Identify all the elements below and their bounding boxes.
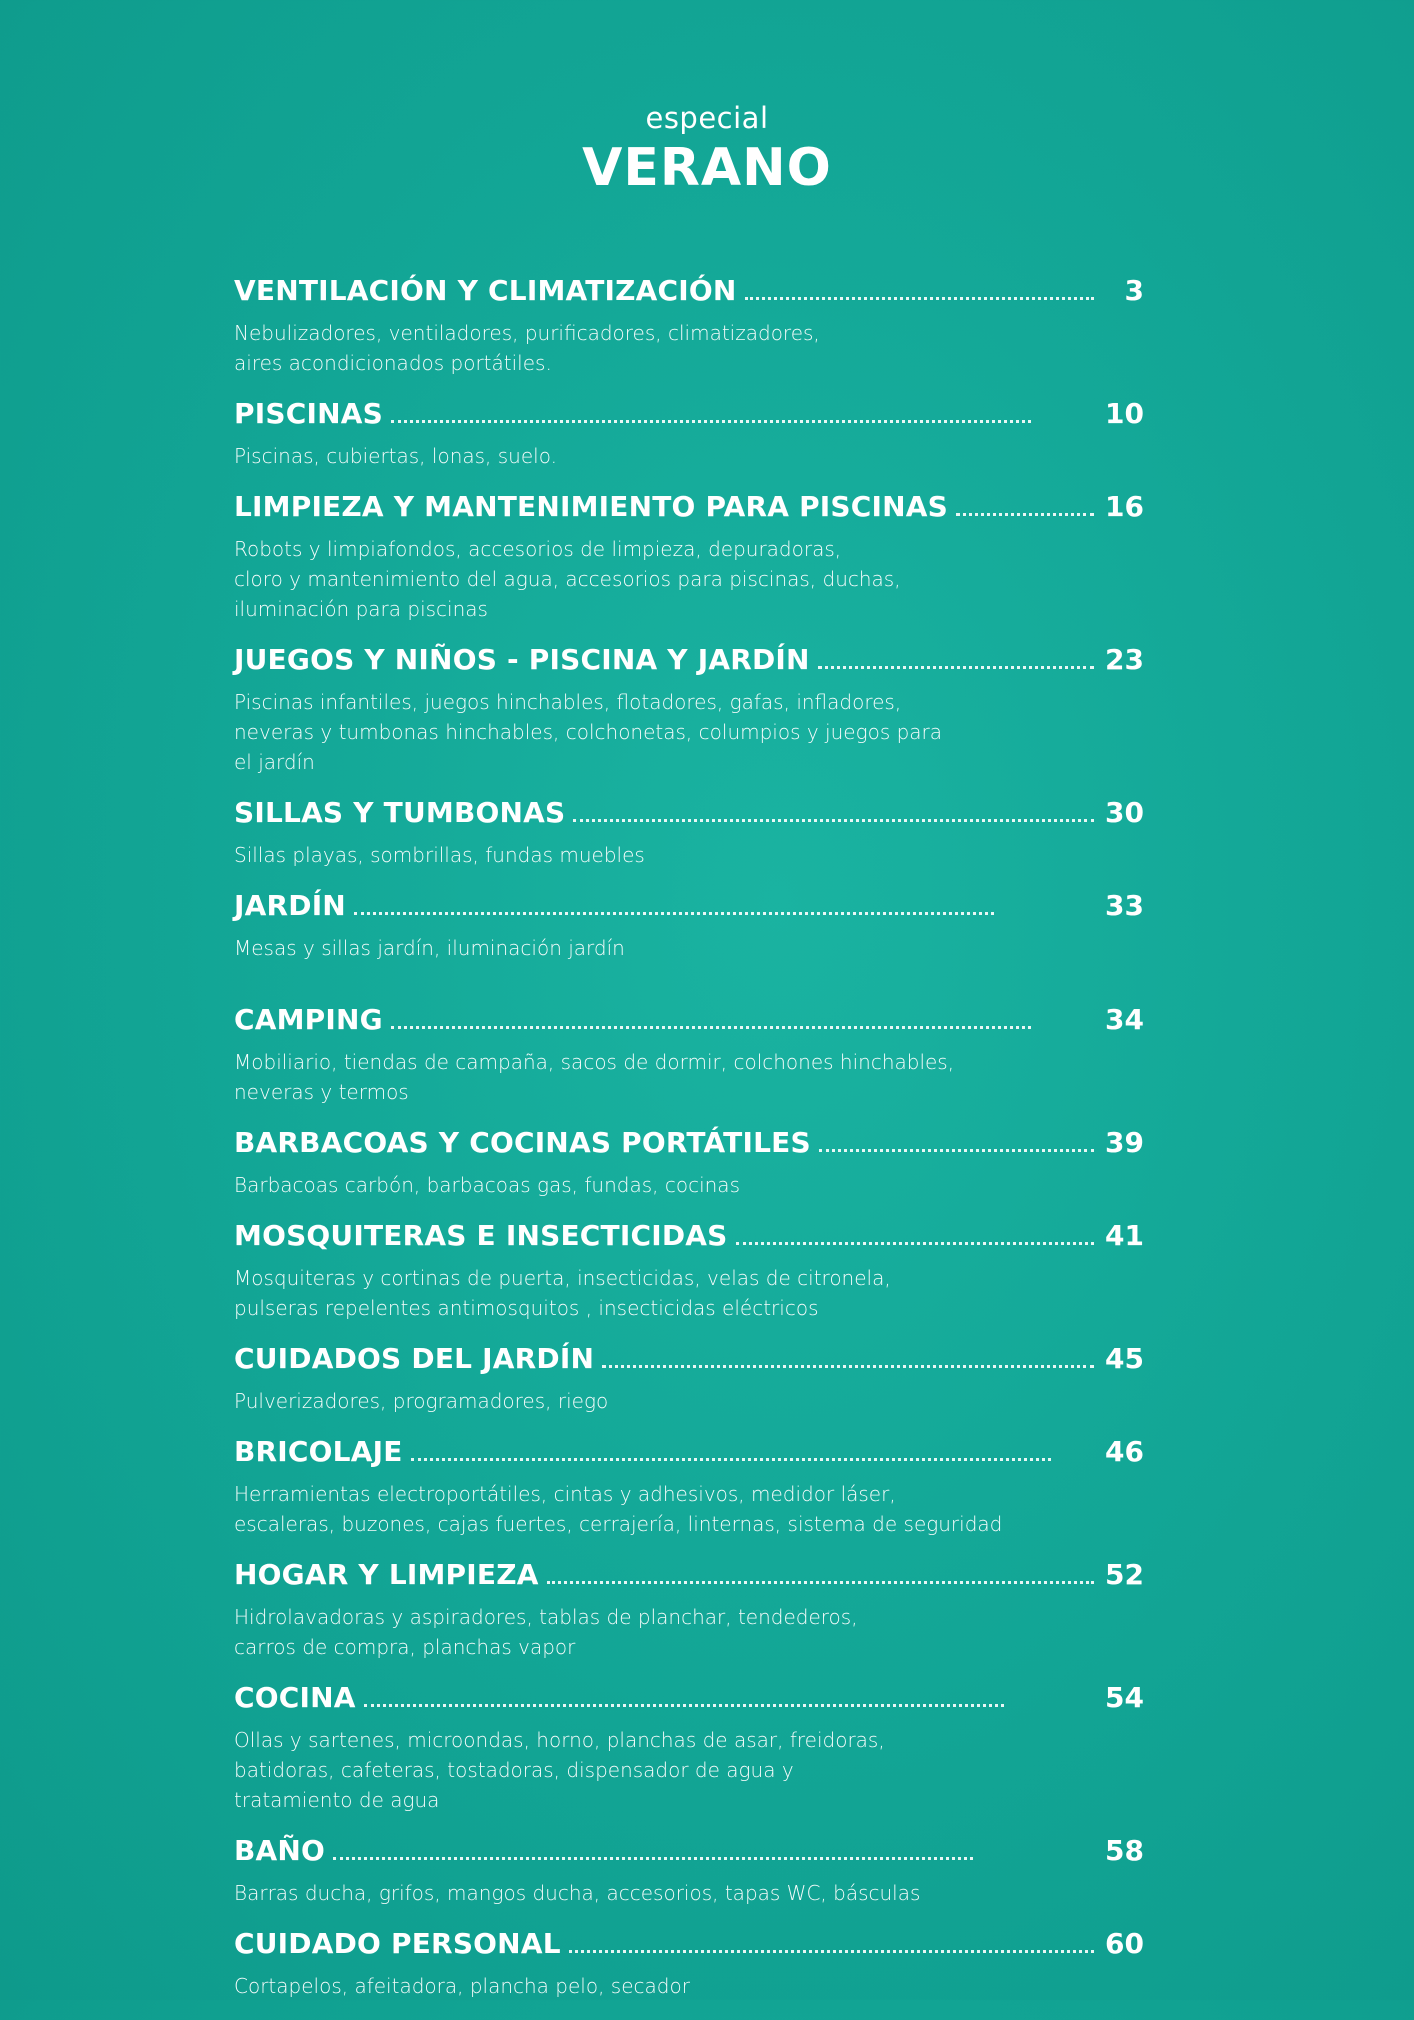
toc-entry-page-number: 39 (1105, 1126, 1144, 1159)
dot-leader (354, 912, 994, 915)
toc-entry-description-line: Herramientas electroportátiles, cintas y adhesivos, medidor láser, (234, 1482, 896, 1506)
toc-entry-page-number: 30 (1105, 796, 1144, 829)
dot-leader (602, 1365, 1094, 1368)
toc-entry-row (234, 490, 1144, 534)
toc-entry-row (234, 1681, 1144, 1725)
toc-entry-description-line: Barras ducha, grifos, mangos ducha, accesorios, tapas WC, básculas (234, 1881, 921, 1905)
toc-entry-row (234, 397, 1144, 441)
page-header (0, 100, 1414, 198)
table-of-contents (234, 274, 1144, 2020)
dot-leader (745, 297, 1095, 300)
toc-entry-title: BAÑO (234, 1834, 326, 1867)
toc-entry-page-number: 45 (1105, 1342, 1144, 1375)
toc-entry-row (234, 1003, 1144, 1047)
toc-entry-description-line: pulseras repelentes antimosquitos , insecticidas eléctricos (234, 1296, 819, 1320)
toc-entry-page-number: 10 (1105, 397, 1144, 430)
toc-entry-title: LIMPIEZA Y MANTENIMIENTO PARA PISCINAS (234, 490, 949, 523)
toc-entry-description-line: carros de compra, planchas vapor (234, 1635, 576, 1659)
toc-entry-description-line: Nebulizadores, ventiladores, purificadores, climatizadores, (234, 321, 820, 345)
toc-entry-title: SILLAS Y TUMBONAS (234, 796, 566, 829)
toc-entry-description-line: cloro y mantenimiento del agua, accesorios para piscinas, duchas, (234, 567, 901, 591)
toc-entry-row (234, 274, 1144, 318)
toc-entry-row (234, 1927, 1144, 1971)
toc-entry-title: BRICOLAJE (234, 1435, 403, 1468)
toc-entry-description-line: tratamiento de agua (234, 1788, 440, 1812)
toc-entry-page-number: 52 (1105, 1558, 1144, 1591)
toc-entry-row (234, 1435, 1144, 1479)
toc-entry-row (234, 1834, 1144, 1878)
header-subtitle: especial (645, 101, 769, 135)
toc-entry (234, 490, 1144, 624)
toc-entry-description-line: Pulverizadores, programadores, riego (234, 1389, 609, 1413)
toc-entry (234, 1219, 1144, 1323)
toc-entry-title: MOSQUITERAS E INSECTICIDAS (234, 1219, 728, 1252)
toc-entry-title: VENTILACIÓN Y CLIMATIZACIÓN (234, 274, 737, 307)
toc-entry-page-number: 54 (1105, 1681, 1144, 1714)
toc-entry-row (234, 1342, 1144, 1386)
toc-entry-description-line: neveras y tumbonas hinchables, colchonetas, columpios y juegos para (234, 720, 943, 744)
toc-entry (234, 274, 1144, 378)
toc-entry-row (234, 796, 1144, 840)
toc-entry-page-number: 34 (1105, 1003, 1144, 1036)
dot-leader (736, 1242, 1095, 1245)
toc-entry (234, 643, 1144, 777)
toc-entry-row (234, 889, 1144, 933)
toc-entry-page-number: 46 (1105, 1435, 1144, 1468)
toc-entry-title: CUIDADOS DEL JARDÍN (234, 1342, 595, 1375)
toc-entry (234, 1681, 1144, 1815)
toc-entry-description-line: Ollas y sartenes, microondas, horno, planchas de asar, freidoras, (234, 1728, 885, 1752)
toc-entry-page-number: 58 (1105, 1834, 1144, 1867)
dot-leader (956, 513, 1094, 516)
toc-entry-title: BARBACOAS Y COCINAS PORTÁTILES (234, 1126, 811, 1159)
toc-entry-description-line: Piscinas, cubiertas, lonas, suelo. (234, 444, 557, 468)
toc-entry-description-line: neveras y termos (234, 1080, 409, 1104)
toc-entry-page-number: 33 (1105, 889, 1144, 922)
toc-entry-description-line: Piscinas infantiles, juegos hinchables, flotadores, gafas, infladores, (234, 690, 902, 714)
toc-entry-row (234, 1126, 1144, 1170)
toc-entry-description-line: Hidrolavadoras y aspiradores, tablas de planchar, tendederos, (234, 1605, 858, 1629)
toc-entry-description-line: Sillas playas, sombrillas, fundas muebles (234, 843, 645, 867)
toc-entry-page-number: 16 (1105, 490, 1144, 523)
toc-entry-description-line: Mesas y sillas jardín, iluminación jardín (234, 936, 625, 960)
toc-entry (234, 1126, 1144, 1200)
toc-entry (234, 1558, 1144, 1662)
toc-entry-title: COCINA (234, 1681, 356, 1714)
toc-entry-page-number: 41 (1105, 1219, 1144, 1252)
toc-entry-description-line: Mosquiteras y cortinas de puerta, insecticidas, velas de citronela, (234, 1266, 891, 1290)
toc-entry (234, 1003, 1144, 1107)
dot-leader (391, 1026, 1031, 1029)
toc-entry (234, 1435, 1144, 1539)
dot-leader (819, 1149, 1094, 1152)
toc-entry-description-line: Mobiliario, tiendas de campaña, sacos de dormir, colchones hinchables, (234, 1050, 955, 1074)
dot-leader (547, 1581, 1094, 1584)
toc-entry-page-number: 3 (1124, 274, 1144, 307)
toc-entry-description-line: Cortapelos, afeitadora, plancha pelo, secador (234, 1974, 690, 1998)
dot-leader (573, 819, 1094, 822)
toc-entry (234, 1927, 1144, 2001)
toc-entry-description-line: el jardín (234, 750, 315, 774)
toc-entry-title: PISCINAS (234, 397, 383, 430)
toc-entry-description-line: Barbacoas carbón, barbacoas gas, fundas, cocinas (234, 1173, 740, 1197)
toc-entry-description-line: iluminación para piscinas (234, 597, 488, 621)
toc-entry-title: HOGAR Y LIMPIEZA (234, 1558, 539, 1591)
dot-leader (391, 420, 1031, 423)
toc-entry-title: CAMPING (234, 1003, 383, 1036)
toc-entry-title: JARDÍN (234, 889, 346, 922)
toc-entry (234, 1834, 1144, 1908)
toc-entry (234, 1342, 1144, 1416)
toc-entry-description-line: aires acondicionados portátiles. (234, 351, 552, 375)
toc-entry-description-line: escaleras, buzones, cajas fuertes, cerrajería, linternas, sistema de seguridad (234, 1512, 1003, 1536)
toc-entry-page-number: 60 (1105, 1927, 1144, 1960)
toc-entry-title: JUEGOS Y NIÑOS - PISCINA Y JARDÍN (234, 643, 810, 676)
dot-leader (411, 1458, 1051, 1461)
header-title: VERANO (582, 138, 832, 198)
toc-entry (234, 889, 1144, 963)
toc-entry (234, 397, 1144, 471)
dot-leader (364, 1704, 1004, 1707)
toc-entry-description-line: batidoras, cafeteras, tostadoras, dispensador de agua y (234, 1758, 794, 1782)
dot-leader (569, 1950, 1094, 1953)
toc-entry (234, 796, 1144, 870)
toc-entry-title: CUIDADO PERSONAL (234, 1927, 561, 1960)
toc-entry-description-line: Robots y limpiafondos, accesorios de limpieza, depuradoras, (234, 537, 842, 561)
toc-entry-row (234, 1558, 1144, 1602)
toc-entry-row (234, 643, 1144, 687)
dot-leader (818, 666, 1094, 669)
toc-entry-row (234, 1219, 1144, 1263)
dot-leader (333, 1857, 973, 1860)
toc-entry-page-number: 23 (1105, 643, 1144, 676)
